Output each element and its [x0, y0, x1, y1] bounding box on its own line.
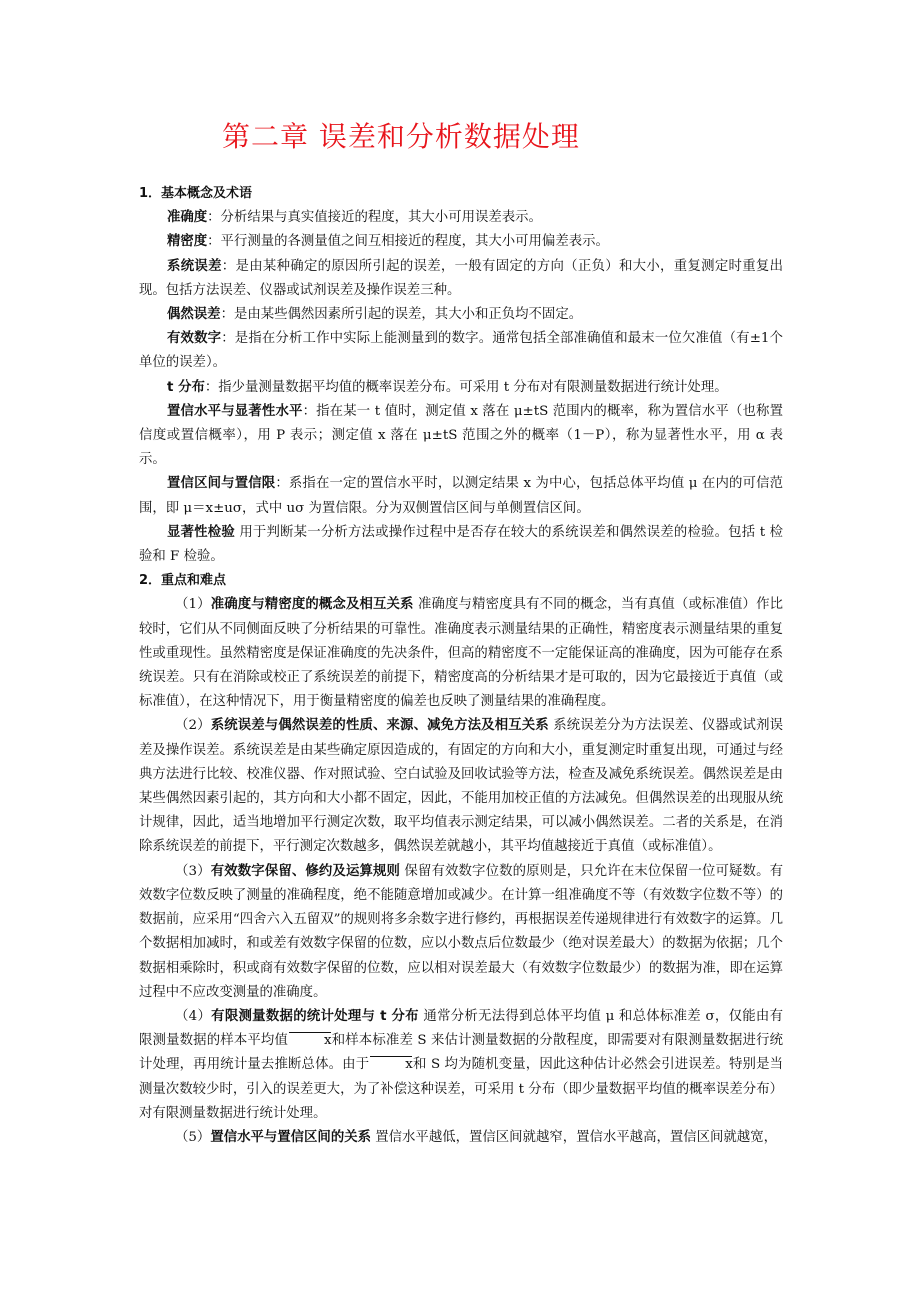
- definition-text: 用于判断某一分析方法或操作过程中是否存在较大的系统误差和偶然误差的检验。包括 t 检验和 F 检验。: [139, 524, 784, 565]
- term-label: 置信区间与置信限: [167, 476, 276, 492]
- definition-confidence-level: [139, 400, 783, 473]
- key-point-text: 置信水平越低，置信区间就越窄，置信水平越高，置信区间就越宽，: [371, 1129, 777, 1145]
- key-point-2: [139, 714, 783, 859]
- key-point-number: （4）: [175, 1008, 212, 1024]
- key-point-4: [139, 1005, 783, 1126]
- section-2-heading: 2．重点和难点: [139, 573, 227, 589]
- definition-significant-figures: [139, 327, 783, 375]
- key-point-number: （1）: [175, 597, 211, 613]
- term-label: 置信水平与显著性水平: [167, 403, 303, 419]
- term-label: 系统误差: [167, 258, 222, 274]
- term-label: 有效数字: [167, 331, 222, 347]
- key-point-text: 系统误差分为方法误差、仪器或试剂误差及操作误差。系统误差是由某些确定原因造成的，有固定的方向和大小，重复测定时重复出现，可通过与经典方法进行比较、校准仪器、作对照试验、空白试验及回收试验等方法，检查及减免系统误差。偶然误差是由某些偶然因素引起的，其方向和大小都不固定，因此，不能用加校正值的方法减免。但偶然误差的出现服从统计规律，因此，适当地增加平行测定次数，取平均值表示测定结果，可以减小偶然误差。二者的关系是，在消除系统误差的前提下，平行测定次数越多，偶然误差就越小，其平均值越接近于真值（或标准值）。: [139, 718, 783, 855]
- key-point-term: 有限测量数据的统计处理与 t 分布: [211, 1008, 419, 1024]
- key-point-number: （3）: [175, 863, 211, 879]
- definition-text: ：系指在一定的置信水平时，以测定结果 x 为中心，包括总体平均值 μ 在内的可信范围，即 μ＝x±uσ，式中 uσ 为置信限。分为双侧置信区间与单侧置信区间。: [139, 476, 783, 516]
- sample-mean-symbol: x: [288, 1029, 332, 1053]
- key-point-term: 置信水平与置信区间的关系: [210, 1129, 371, 1145]
- key-point-5: [139, 1126, 783, 1150]
- definition-text: ：指少量测量数据平均值的概率误差分布。可采用 t 分布对有限测量数据进行统计处理。: [204, 379, 728, 395]
- key-point-text: 保留有效数字位数的原则是，只允许在末位保留一位可疑数。有效数字位数反映了测量的准确程度，绝不能随意增加或减少。在计算一组准确度不等（有效数字位数不等）的数据前，应采用“四舍六入五留双”的规则将多余数字进行修约，再根据误差传递规律进行有效数字的运算。几个数据相加减时，和或差有效数字保留的位数，应以小数点后位数最少（绝对误差最大）的数据为依据；几个数据相乘除时，积或商有效数字保留的位数，应以相对误差最大（有效数字位数最少）的数据为准，即在运算过程中不应改变测量的准确度。: [139, 863, 783, 1000]
- definition-text: ：是指在分析工作中实际上能测量到的数字。通常包括全部准确值和最末一位欠准值（有±1个单位的误差）。: [139, 331, 784, 371]
- definition-confidence-interval: [139, 472, 783, 520]
- term-label: t 分布: [167, 379, 205, 395]
- key-point-number: （2）: [175, 718, 211, 734]
- definition-text: ：是由某些偶然因素所引起的误差，其大小和正负均不固定。: [220, 307, 583, 323]
- section-1-heading: 1．基本概念及术语: [139, 186, 253, 201]
- term-label: 显著性检验: [167, 524, 235, 540]
- definition-accuracy: [139, 206, 783, 230]
- definition-text: ：分析结果与真实值接近的程度，其大小可用误差表示。: [207, 210, 542, 226]
- definition-precision: [139, 230, 783, 254]
- key-point-term: 系统误差与偶然误差的性质、来源、减免方法及相互关系: [210, 718, 549, 734]
- key-point-text: 和样本标准差 S 来估计测量数据的分散程度，即需要对有限测量数据进行统计处理，再用统计量去推断总体。由于: [139, 1033, 783, 1073]
- key-point-1: [139, 593, 783, 714]
- term-label: 准确度: [167, 210, 208, 226]
- chapter-title: 第二章 误差和分析数据处理: [222, 120, 580, 153]
- definition-t-distribution: [139, 376, 783, 400]
- key-point-term: 有效数字保留、修约及运算规则: [210, 863, 401, 879]
- definition-systematic-error: [139, 255, 783, 303]
- key-point-number: （5）: [175, 1129, 211, 1145]
- definition-text: ：指在某一 t 值时，测定值 x 落在 μ±tS 范围内的概率，称为置信水平（也称置信度或置信概率），用 P 表示；测定值 x 落在 μ±tS 范围之外的概率（1－P），称为显著性水平，用 α 表示。: [139, 403, 784, 468]
- definition-significance-test: [139, 521, 783, 569]
- key-point-text: 通常分析无法得到总体平均值 μ 和总体标准差 σ，仅能由有限测量数据的样本平均值: [139, 1008, 783, 1049]
- key-point-term: 准确度与精密度的概念及相互关系: [210, 597, 414, 613]
- key-point-text: 准确度与精密度具有不同的概念，当有真值（或标准值）作比较时，它们从不同侧面反映了分析结果的可靠性。准确度表示测量结果的正确性，精密度表示测量结果的重复性或重现性。虽然精密度是保证准确度的先决条件，但高的精密度不一定能保证高的准确度，因为可能存在系统误差。只有在消除或校正了系统误差的前提下，精密度高的分析结果才是可取的，因为它最接近于真值（或标准值），在这种情况下，用于衡量精密度的偏差也反映了测量结果的准确程度。: [139, 597, 783, 710]
- definition-text: ：是由某种确定的原因所引起的误差，一般有固定的方向（正负）和大小，重复测定时重复出现。包括方法误差、仪器或试剂误差及操作误差三种。: [139, 258, 784, 298]
- document-body: [139, 182, 783, 1150]
- sample-mean-symbol: x: [369, 1053, 413, 1077]
- key-point-3: [139, 860, 783, 1005]
- key-point-text: 和 S 均为随机变量，因此这种估计必然会引进误差。特别是当测量次数较少时，引入的误差更大，为了补偿这种误差，可采用 t 分布（即少量数据平均值的概率误差分布）对有限测量数据进行统计处理。: [139, 1057, 784, 1121]
- term-label: 偶然误差: [167, 307, 221, 323]
- term-label: 精密度: [167, 234, 208, 250]
- definition-text: ：平行测量的各测量值之间互相接近的程度，其大小可用偏差表示。: [207, 234, 609, 250]
- definition-random-error: [139, 303, 783, 327]
